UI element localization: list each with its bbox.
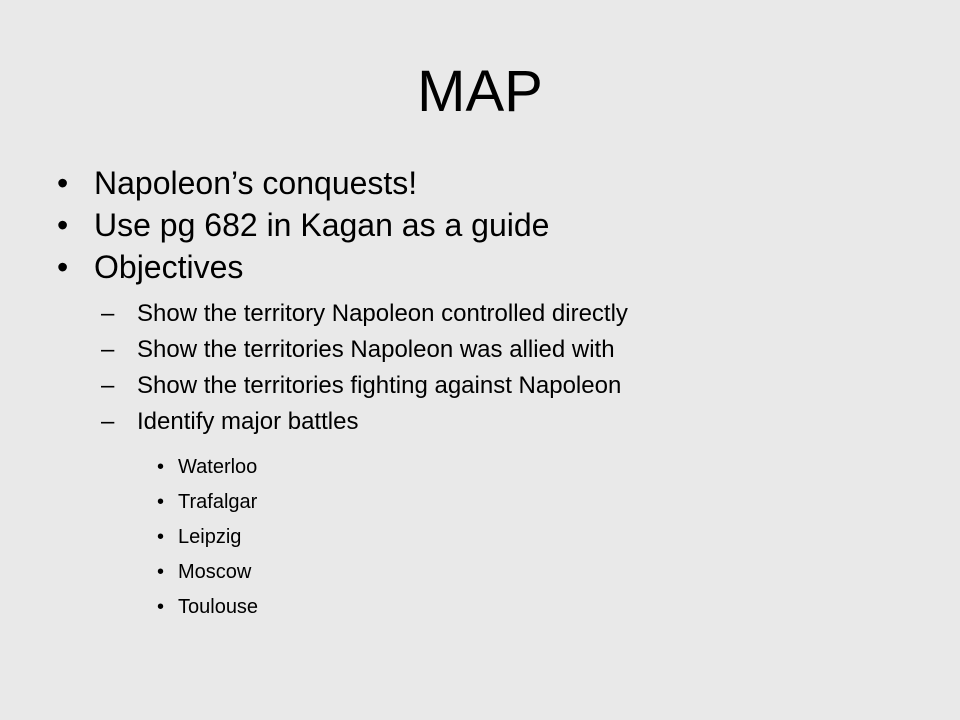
dash-marker: –: [101, 336, 115, 363]
battle-text: Leipzig: [178, 526, 242, 548]
dash-marker: –: [101, 372, 115, 399]
bullet-text: Objectives: [94, 249, 244, 285]
bullet-item: [0, 204, 960, 246]
sub-bullet-item: [0, 368, 960, 404]
battles-sublist: [0, 450, 960, 625]
battle-item: [0, 450, 960, 485]
sub-bullet-text: Show the territories fighting against Napoleon: [137, 372, 622, 399]
bullet-marker: •: [157, 596, 165, 618]
bullet-marker: •: [57, 165, 69, 201]
battle-text: Waterloo: [178, 456, 258, 478]
sub-bullet-item: [0, 404, 960, 440]
battle-text: Toulouse: [178, 596, 259, 618]
bullet-marker: •: [157, 561, 165, 583]
dash-marker: –: [101, 300, 115, 327]
sub-bullet-text: Show the territory Napoleon controlled directly: [137, 300, 628, 327]
bullet-marker: •: [157, 526, 165, 548]
bullet-text: Napoleon’s conquests!: [94, 165, 418, 201]
sub-bullet-item: [0, 296, 960, 332]
battle-item: [0, 555, 960, 590]
bullet-item: [0, 246, 960, 288]
objectives-sublist: [0, 296, 960, 440]
bullet-text: Use pg 682 in Kagan as a guide: [94, 207, 550, 243]
sub-bullet-item: [0, 332, 960, 368]
slide-title: MAP: [417, 59, 543, 124]
bullet-marker: •: [57, 249, 69, 285]
bullet-marker: •: [157, 491, 165, 513]
sub-bullet-text: Identify major battles: [137, 408, 359, 435]
bullet-marker: •: [57, 207, 69, 243]
sub-bullet-text: Show the territories Napoleon was allied with: [137, 336, 615, 363]
battle-text: Trafalgar: [178, 491, 258, 513]
bullet-list: [0, 162, 960, 288]
bullet-item: [0, 162, 960, 204]
dash-marker: –: [101, 408, 115, 435]
battle-item: [0, 590, 960, 625]
bullet-marker: •: [157, 456, 165, 478]
battle-item: [0, 520, 960, 555]
battle-text: Moscow: [178, 561, 252, 583]
battle-item: [0, 485, 960, 520]
